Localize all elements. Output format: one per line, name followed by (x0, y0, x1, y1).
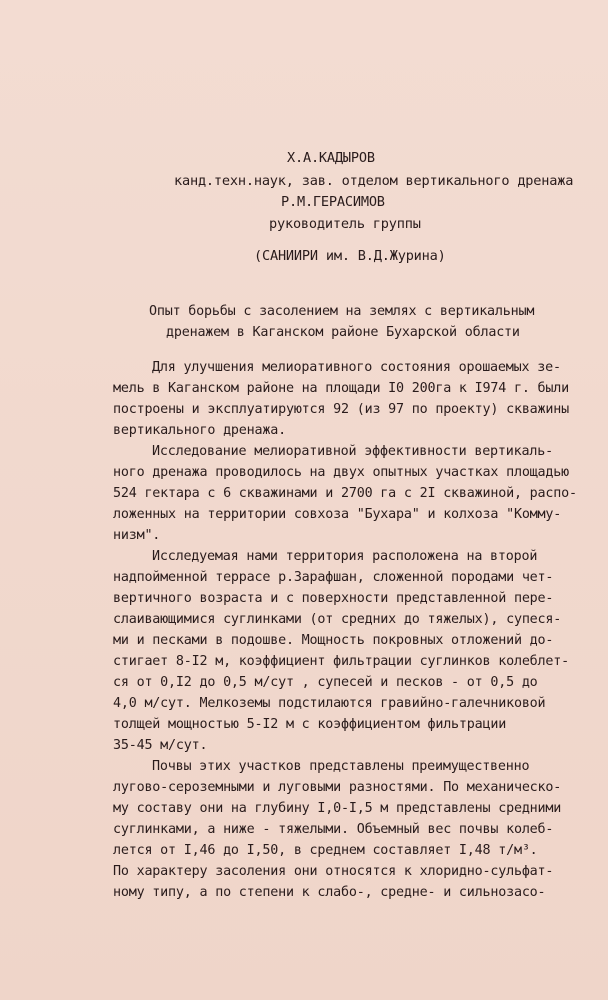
body-line: стигает 8-I2 м, коэффициент фильтрации суглинков колеблет- (113, 654, 569, 669)
body-line: ми и песками в подошве. Мощность покровных отложений до- (113, 633, 554, 648)
body-line: ся от 0,I2 до 0,5 м/сут , супесей и песков - от 0,5 до (113, 675, 538, 690)
article-title-line: Опыт борьбы с засолением на землях с вертикальным (149, 304, 535, 319)
body-line: вертикального дренажа. (113, 423, 286, 438)
body-line: Для улучшения мелиоративного состояния орошаемых зе- (152, 360, 561, 375)
institute-name: (САНИИРИ им. В.Д.Журина) (254, 248, 446, 264)
body-line: Исследуемая нами территория расположена на второй (152, 549, 538, 564)
body-line: лется от I,46 до I,50, в среднем составляет I,48 т/м³. (113, 843, 538, 858)
body-line: Почвы этих участков представлены преимущественно (152, 759, 530, 774)
body-line: построены и эксплуатируются 92 (из 97 по проекту) скважины (113, 402, 569, 417)
body-line: 35-45 м/сут. (113, 738, 208, 753)
body-line: суглинками, а ниже - тяжелыми. Объемный вес почвы колеб- (113, 822, 554, 837)
body-line: мель в Каганском районе на площади I0 200га к I974 г. были (113, 381, 569, 396)
body-line: ложенных на территории совхоза "Бухара" и колхоза "Комму- (113, 507, 562, 522)
body-line: низм". (113, 528, 161, 543)
body-line: слаивающимися суглинками (от средних до тяжелых), супеся- (113, 612, 562, 627)
article-title-line: дренажем в Каганском районе Бухарской области (166, 325, 520, 340)
body-line: Исследование мелиоративной эффективности вертикаль- (152, 444, 553, 459)
body-line: ному типу, а по степени к слабо-, средне- и сильнозасо- (113, 885, 546, 900)
author-1-name: Х.А.КАДЫРОВ (287, 150, 375, 166)
body-line: 524 гектара с 6 скважинами и 2700 га с 2I скважиной, распо- (113, 486, 577, 501)
body-line: надпойменной террасе р.Зарафшан, сложенной породами чет- (113, 570, 554, 585)
body-line: му составу они на глубину I,0-I,5 м представлены средними (113, 801, 562, 816)
body-line: вертичного возраста и с поверхности представленной пере- (113, 591, 554, 606)
body-line: ного дренажа проводилось на двух опытных участках площадью (113, 465, 569, 480)
body-line: По характеру засоления они относятся к хлоридно-сульфат- (113, 864, 554, 879)
author-1-title: канд.техн.наук, зав. отделом вертикального дренажа (174, 173, 574, 189)
author-2-title: руководитель группы (269, 216, 421, 232)
body-line: толщей мощностью 5-I2 м с коэффициентом фильтрации (113, 717, 507, 732)
body-line: 4,0 м/сут. Мелкоземы подстилаются гравийно-галечниковой (113, 696, 546, 711)
body-line: лугово-сероземными и луговыми разностями. По механическо- (113, 780, 562, 795)
author-2-name: Р.М.ГЕРАСИМОВ (281, 194, 385, 210)
